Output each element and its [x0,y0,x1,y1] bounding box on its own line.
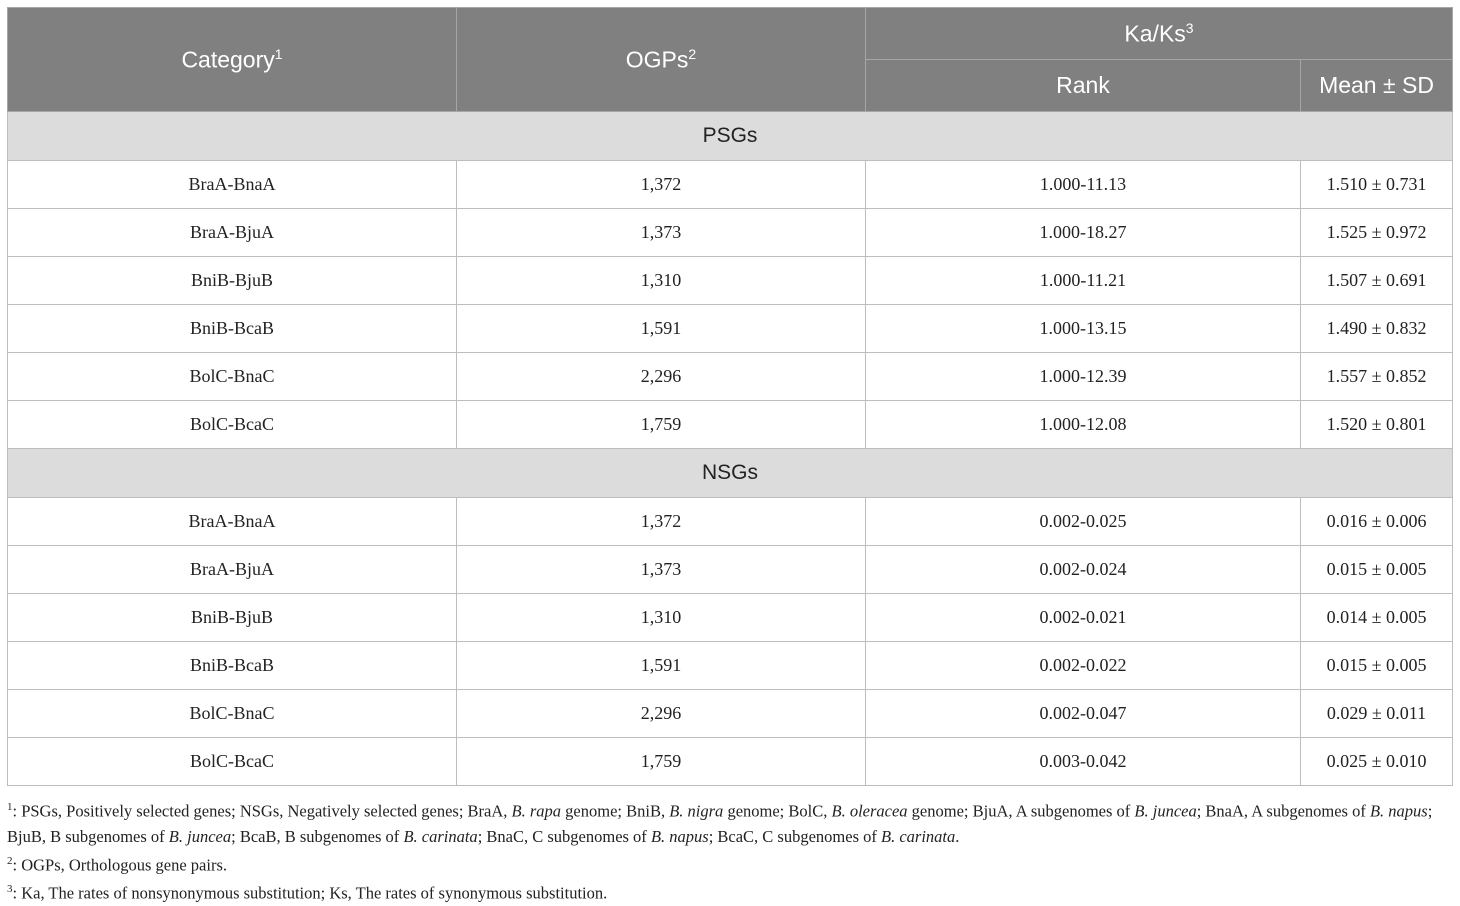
cell-ogps: 2,296 [457,690,866,738]
cell-ogps: 1,759 [457,738,866,786]
cell-rank: 0.003-0.042 [866,738,1301,786]
section-row [8,449,1453,498]
species-name: B. rapa [511,801,562,821]
cell-rank: 0.002-0.021 [866,594,1301,642]
footnote-text: ; BcaB, B subgenomes of [231,826,404,846]
cell-ogps: 1,372 [457,161,866,209]
footnote-text: : Ka, The rates of nonsynonymous substitution; Ks, The rates of synonymous substitution. [12,883,608,903]
table-row [8,401,1453,449]
cell-mean: 0.025 ± 0.010 [1301,738,1453,786]
cell-category: BniB-BjuB [8,594,457,642]
footnote-marker: 3 [7,883,13,895]
species-name: B. napus [650,826,709,846]
cell-ogps: 1,373 [457,209,866,257]
footnote-text: ; BcaC, C subgenomes of [708,826,882,846]
section-title: NSGs [8,449,1453,498]
footnote [7,849,1452,878]
header-category: Category$^1$ [8,8,457,112]
cell-rank: 0.002-0.047 [866,690,1301,738]
table-row [8,353,1453,401]
table-row [8,690,1453,738]
kaks-table [7,7,1453,786]
footnote-text: . [955,826,960,846]
footnotes [7,795,1452,906]
footnote-text: ; BnaC, C subgenomes of [477,826,651,846]
footnote-text: genome; BniB, [561,801,670,821]
cell-ogps: 1,373 [457,546,866,594]
cell-ogps: 2,296 [457,353,866,401]
table-body [8,112,1453,786]
footnote [7,877,1452,906]
cell-rank: 1.000-18.27 [866,209,1301,257]
table-row [8,209,1453,257]
cell-mean: 1.525 ± 0.972 [1301,209,1453,257]
cell-category: BraA-BjuA [8,209,457,257]
footnote-marker: 2 [7,854,13,867]
cell-category: BniB-BjuB [8,257,457,305]
species-name: B. juncea [1134,801,1197,821]
cell-rank: 1.000-12.39 [866,353,1301,401]
cell-category: BraA-BnaA [8,161,457,209]
data-table-container [7,7,1452,786]
cell-category: BolC-BcaC [8,401,457,449]
footnote-text: genome; BolC, [723,801,832,821]
footnote-text: ; BjuB, B subgenomes of [7,801,1433,846]
cell-ogps: 1,310 [457,257,866,305]
footnote-marker: 1 [7,801,13,813]
cell-category: BraA-BjuA [8,546,457,594]
cell-category: BraA-BnaA [8,498,457,546]
species-name: B. carinata [403,826,478,846]
cell-mean: 1.490 ± 0.832 [1301,305,1453,353]
table-row [8,594,1453,642]
table-row [8,257,1453,305]
table-row [8,642,1453,690]
cell-mean: 0.015 ± 0.005 [1301,546,1453,594]
table-row [8,738,1453,786]
cell-ogps: 1,759 [457,401,866,449]
table-row [8,498,1453,546]
header-rank: Rank [866,60,1301,112]
cell-mean: 1.507 ± 0.691 [1301,257,1453,305]
footnote [7,795,1452,849]
cell-rank: 1.000-12.08 [866,401,1301,449]
cell-mean: 0.015 ± 0.005 [1301,642,1453,690]
cell-category: BniB-BcaB [8,642,457,690]
cell-mean: 0.029 ± 0.011 [1301,690,1453,738]
header-mean-sd: Mean ± SD [1301,60,1453,112]
cell-ogps: 1,372 [457,498,866,546]
cell-mean: 0.014 ± 0.005 [1301,594,1453,642]
cell-category: BniB-BcaB [8,305,457,353]
cell-mean: 1.510 ± 0.731 [1301,161,1453,209]
table-row [8,305,1453,353]
cell-mean: 1.557 ± 0.852 [1301,353,1453,401]
table-row [8,161,1453,209]
cell-rank: 1.000-13.15 [866,305,1301,353]
species-name: B. carinata [881,826,956,846]
cell-mean: 0.016 ± 0.006 [1301,498,1453,546]
footnote-text: genome; BjuA, A subgenomes of [907,801,1135,821]
section-row [8,112,1453,161]
header-ogps: OGPs$^2$ [457,8,866,112]
cell-rank: 0.002-0.025 [866,498,1301,546]
cell-category: BolC-BcaC [8,738,457,786]
table-row [8,546,1453,594]
cell-mean: 1.520 ± 0.801 [1301,401,1453,449]
cell-rank: 1.000-11.13 [866,161,1301,209]
cell-ogps: 1,591 [457,642,866,690]
cell-rank: 1.000-11.21 [866,257,1301,305]
species-name: B. oleracea [831,801,908,821]
header-kaks: Ka/Ks$^3$ [866,8,1453,60]
cell-ogps: 1,310 [457,594,866,642]
cell-category: BolC-BnaC [8,353,457,401]
species-name: B. nigra [669,801,724,821]
cell-category: BolC-BnaC [8,690,457,738]
section-title: PSGs [8,112,1453,161]
table-header [8,8,1453,112]
footnote-text: : OGPs, Orthologous gene pairs. [12,855,227,874]
cell-ogps: 1,591 [457,305,866,353]
footnote-text: ; BnaA, A subgenomes of [1196,801,1370,821]
species-name: B. napus [1369,801,1428,821]
footnote-text: : PSGs, Positively selected genes; NSGs, Negatively selected genes; BraA, [12,801,512,821]
cell-rank: 0.002-0.022 [866,642,1301,690]
cell-rank: 0.002-0.024 [866,546,1301,594]
species-name: B. juncea [168,826,232,846]
